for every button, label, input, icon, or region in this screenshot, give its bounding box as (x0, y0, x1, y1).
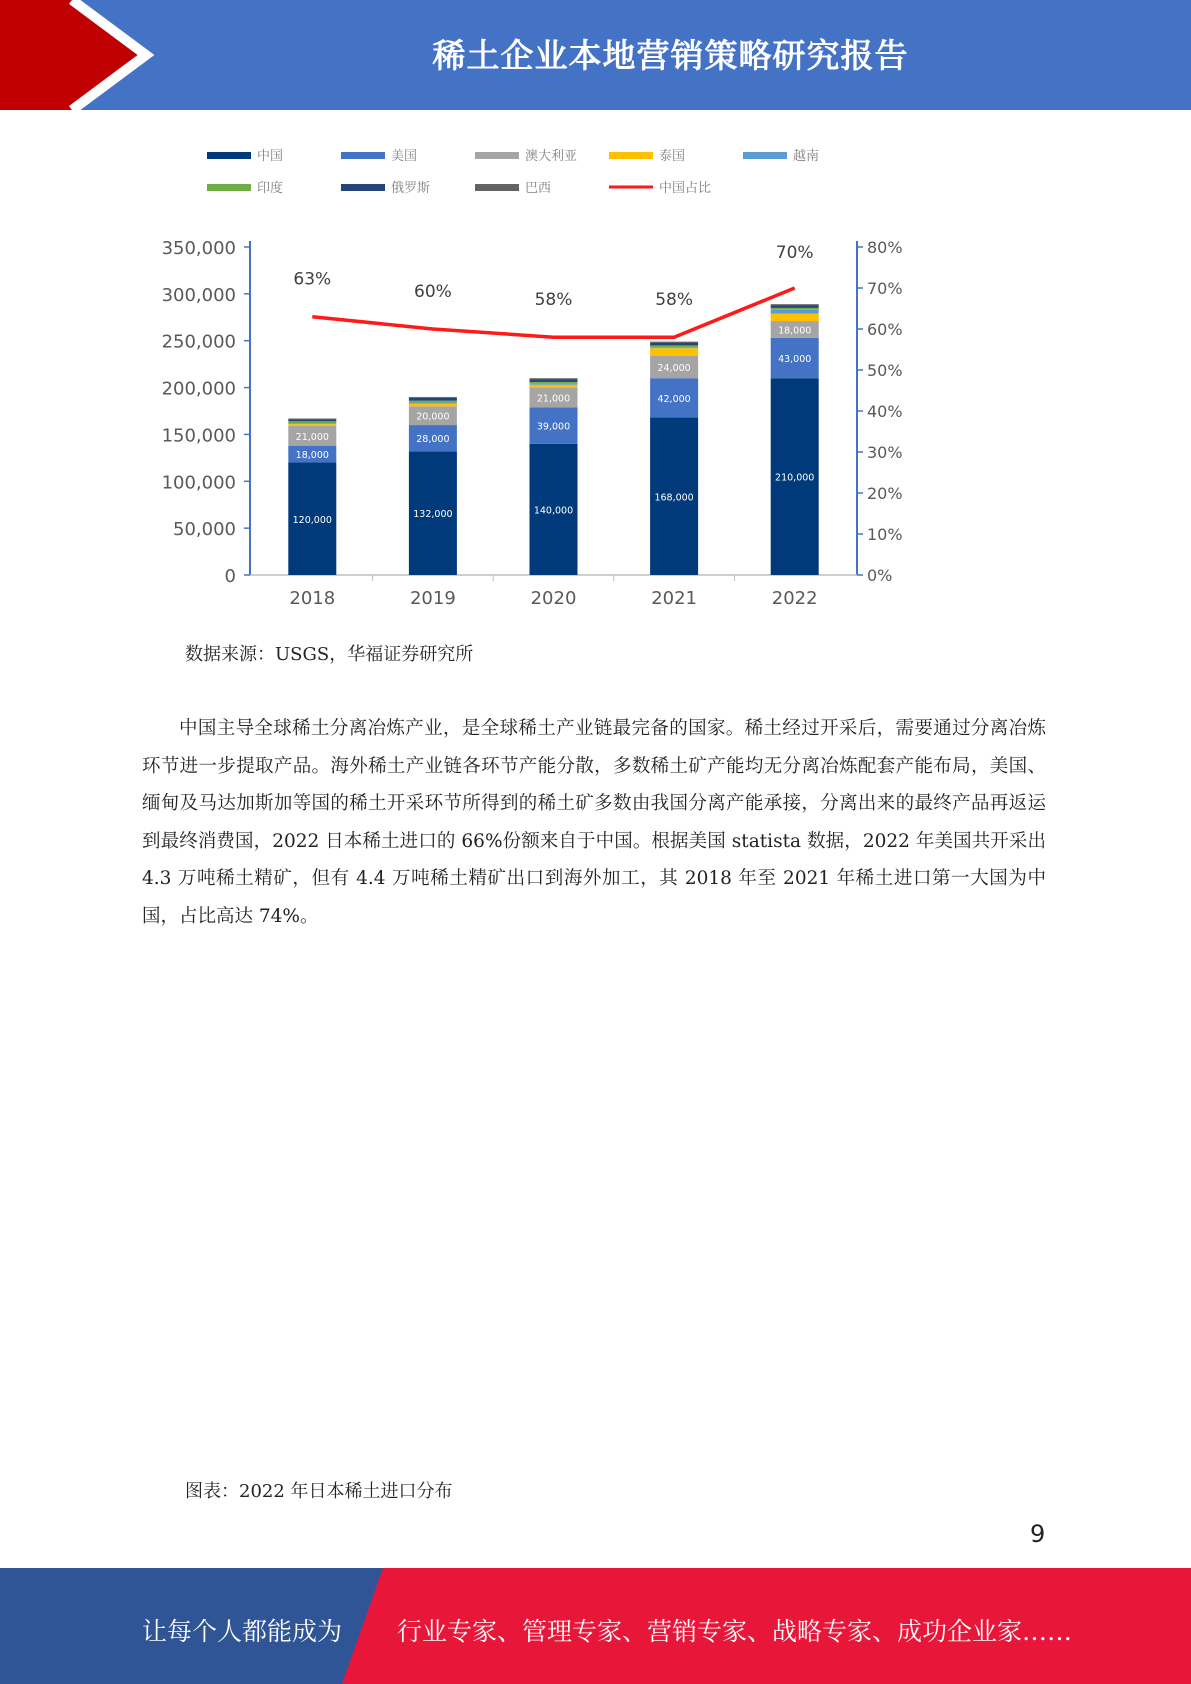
share-data-label: 63% (293, 269, 332, 290)
y-left-tick-label: 200,000 (161, 378, 236, 400)
legend-swatch-vietnam (743, 152, 787, 159)
bar-brazil (771, 304, 819, 305)
bar-value-label: 21,000 (295, 431, 329, 443)
legend-swatch-india (207, 184, 251, 191)
bar-value-label: 24,000 (657, 362, 691, 374)
legend-label: 中国 (257, 149, 284, 164)
body-paragraph: 中国主导全球稀土分离冶炼产业，是全球稀土产业链最完备的国家。稀土经过开采后，需要通过分离冶炼环节进一步提取产品。海外稀土产业链各环节产能分散，多数稀土矿产能均无分离冶炼配套产能布局，美国、缅甸及马达加斯加等国的稀土开采环节所得到的稀土矿多数由我国分离产能承接，分离出来的最终产品再返运到最终消费国，2022 日本稀土进口的 66%份额来自于中国。根据美国 statista 数据，2022 年美国共开采出 4.3 万吨稀土精矿，但有 4.4 万吨稀土精矿出口到海外加工，其 2018 年至 2021 年稀土进口第一大国为中国，占比高达 74%。 (142, 718, 1046, 927)
bar-thailand (650, 348, 698, 355)
legend-label: 越南 (793, 149, 820, 164)
x-tick-label: 2022 (771, 588, 818, 609)
bar-india (530, 382, 578, 384)
legend-label: 巴西 (525, 181, 552, 196)
y-left-tick-label: 350,000 (161, 238, 236, 259)
y-right-tick-label: 30% (867, 443, 903, 462)
legend-label: 澳大利亚 (525, 149, 578, 164)
bar-vietnam (530, 384, 578, 385)
bar-brazil (530, 378, 578, 379)
y-left-tick-label: 300,000 (161, 284, 236, 306)
share-data-label: 58% (655, 290, 693, 311)
y-left-tick-label: 0 (224, 566, 236, 587)
bar-india (650, 345, 698, 347)
bar-india (771, 308, 819, 310)
legend-swatch-brazil (475, 184, 519, 191)
bar-thailand (288, 424, 336, 426)
footer-slogan-right: 行业专家、管理专家、营销专家、战略专家、成功企业家…… (397, 1617, 1073, 1646)
y-right-tick-label: 20% (867, 484, 903, 503)
y-right-tick-label: 60% (867, 320, 903, 339)
y-right-tick-label: 80% (867, 238, 903, 257)
footer-slogan-left: 让每个人都能成为 (142, 1617, 343, 1646)
x-tick-label: 2020 (530, 588, 577, 609)
y-right-tick-label: 40% (867, 402, 903, 421)
page-number: 9 (1030, 1520, 1046, 1548)
x-tick-label: 2018 (289, 588, 336, 609)
data-source-note: 数据来源：USGS，华福证券研究所 (185, 644, 474, 665)
x-tick-label: 2021 (651, 588, 698, 609)
bar-value-label: 120,000 (292, 514, 332, 526)
bar-thailand (530, 385, 578, 388)
bar-value-label: 39,000 (536, 421, 571, 433)
y-left-tick-label: 50,000 (173, 519, 236, 541)
bar-vietnam (409, 403, 457, 404)
bar-value-label: 18,000 (295, 450, 329, 462)
legend-swatch-australia (475, 152, 519, 159)
share-data-label: 58% (534, 290, 573, 311)
bar-brazil (650, 342, 698, 343)
bar-value-label: 43,000 (778, 354, 812, 366)
legend-swatch-russia (341, 184, 385, 191)
bar-russia (650, 343, 698, 346)
bar-india (409, 401, 457, 403)
bar-value-label: 210,000 (775, 472, 815, 484)
bar-brazil (288, 418, 336, 419)
bar-russia (288, 419, 336, 421)
bar-india (288, 421, 336, 423)
bar-value-label: 28,000 (416, 434, 450, 446)
header-arrow-decoration (0, 0, 160, 110)
rare-earth-production-chart (130, 135, 930, 625)
legend-label: 印度 (257, 181, 284, 196)
bar-value-label: 140,000 (533, 505, 574, 517)
page-header (0, 0, 1191, 110)
bar-value-label: 21,000 (536, 393, 571, 405)
bar-value-label: 132,000 (413, 509, 453, 521)
bar-russia (530, 379, 578, 382)
legend-label: 美国 (391, 149, 418, 164)
y-right-tick-label: 70% (867, 279, 903, 298)
legend-label: 中国占比 (659, 181, 712, 196)
y-left-tick-label: 150,000 (161, 425, 236, 447)
x-tick-label: 2019 (409, 588, 456, 609)
bar-brazil (409, 397, 457, 398)
legend-swatch-china (207, 152, 251, 159)
bar-russia (771, 305, 819, 308)
bar-value-label: 168,000 (654, 492, 694, 504)
y-right-tick-label: 50% (867, 361, 903, 380)
y-right-tick-label: 0% (867, 566, 893, 585)
bar-thailand (409, 404, 457, 407)
legend-swatch-thailand (609, 152, 653, 159)
bar-vietnam (650, 347, 698, 348)
bar-vietnam (771, 310, 819, 314)
bar-value-label: 42,000 (657, 393, 691, 405)
legend-label: 俄罗斯 (391, 181, 431, 196)
share-data-label: 70% (775, 243, 814, 263)
y-left-tick-label: 100,000 (161, 472, 236, 494)
figure-caption: 图表：2022 年日本稀土进口分布 (185, 1481, 453, 1502)
bar-thailand (771, 314, 819, 321)
y-right-tick-label: 10% (867, 525, 903, 544)
bar-value-label: 18,000 (778, 325, 812, 337)
report-title: 稀土企业本地营销策略研究报告 (432, 36, 909, 75)
bar-value-label: 20,000 (416, 411, 450, 423)
legend-label: 泰国 (659, 149, 686, 164)
page-footer (0, 1568, 1191, 1684)
legend-swatch-usa (341, 152, 385, 159)
bar-vietnam (288, 423, 336, 424)
y-left-tick-label: 250,000 (161, 331, 236, 353)
bar-russia (409, 398, 457, 401)
share-data-label: 60% (414, 282, 452, 302)
